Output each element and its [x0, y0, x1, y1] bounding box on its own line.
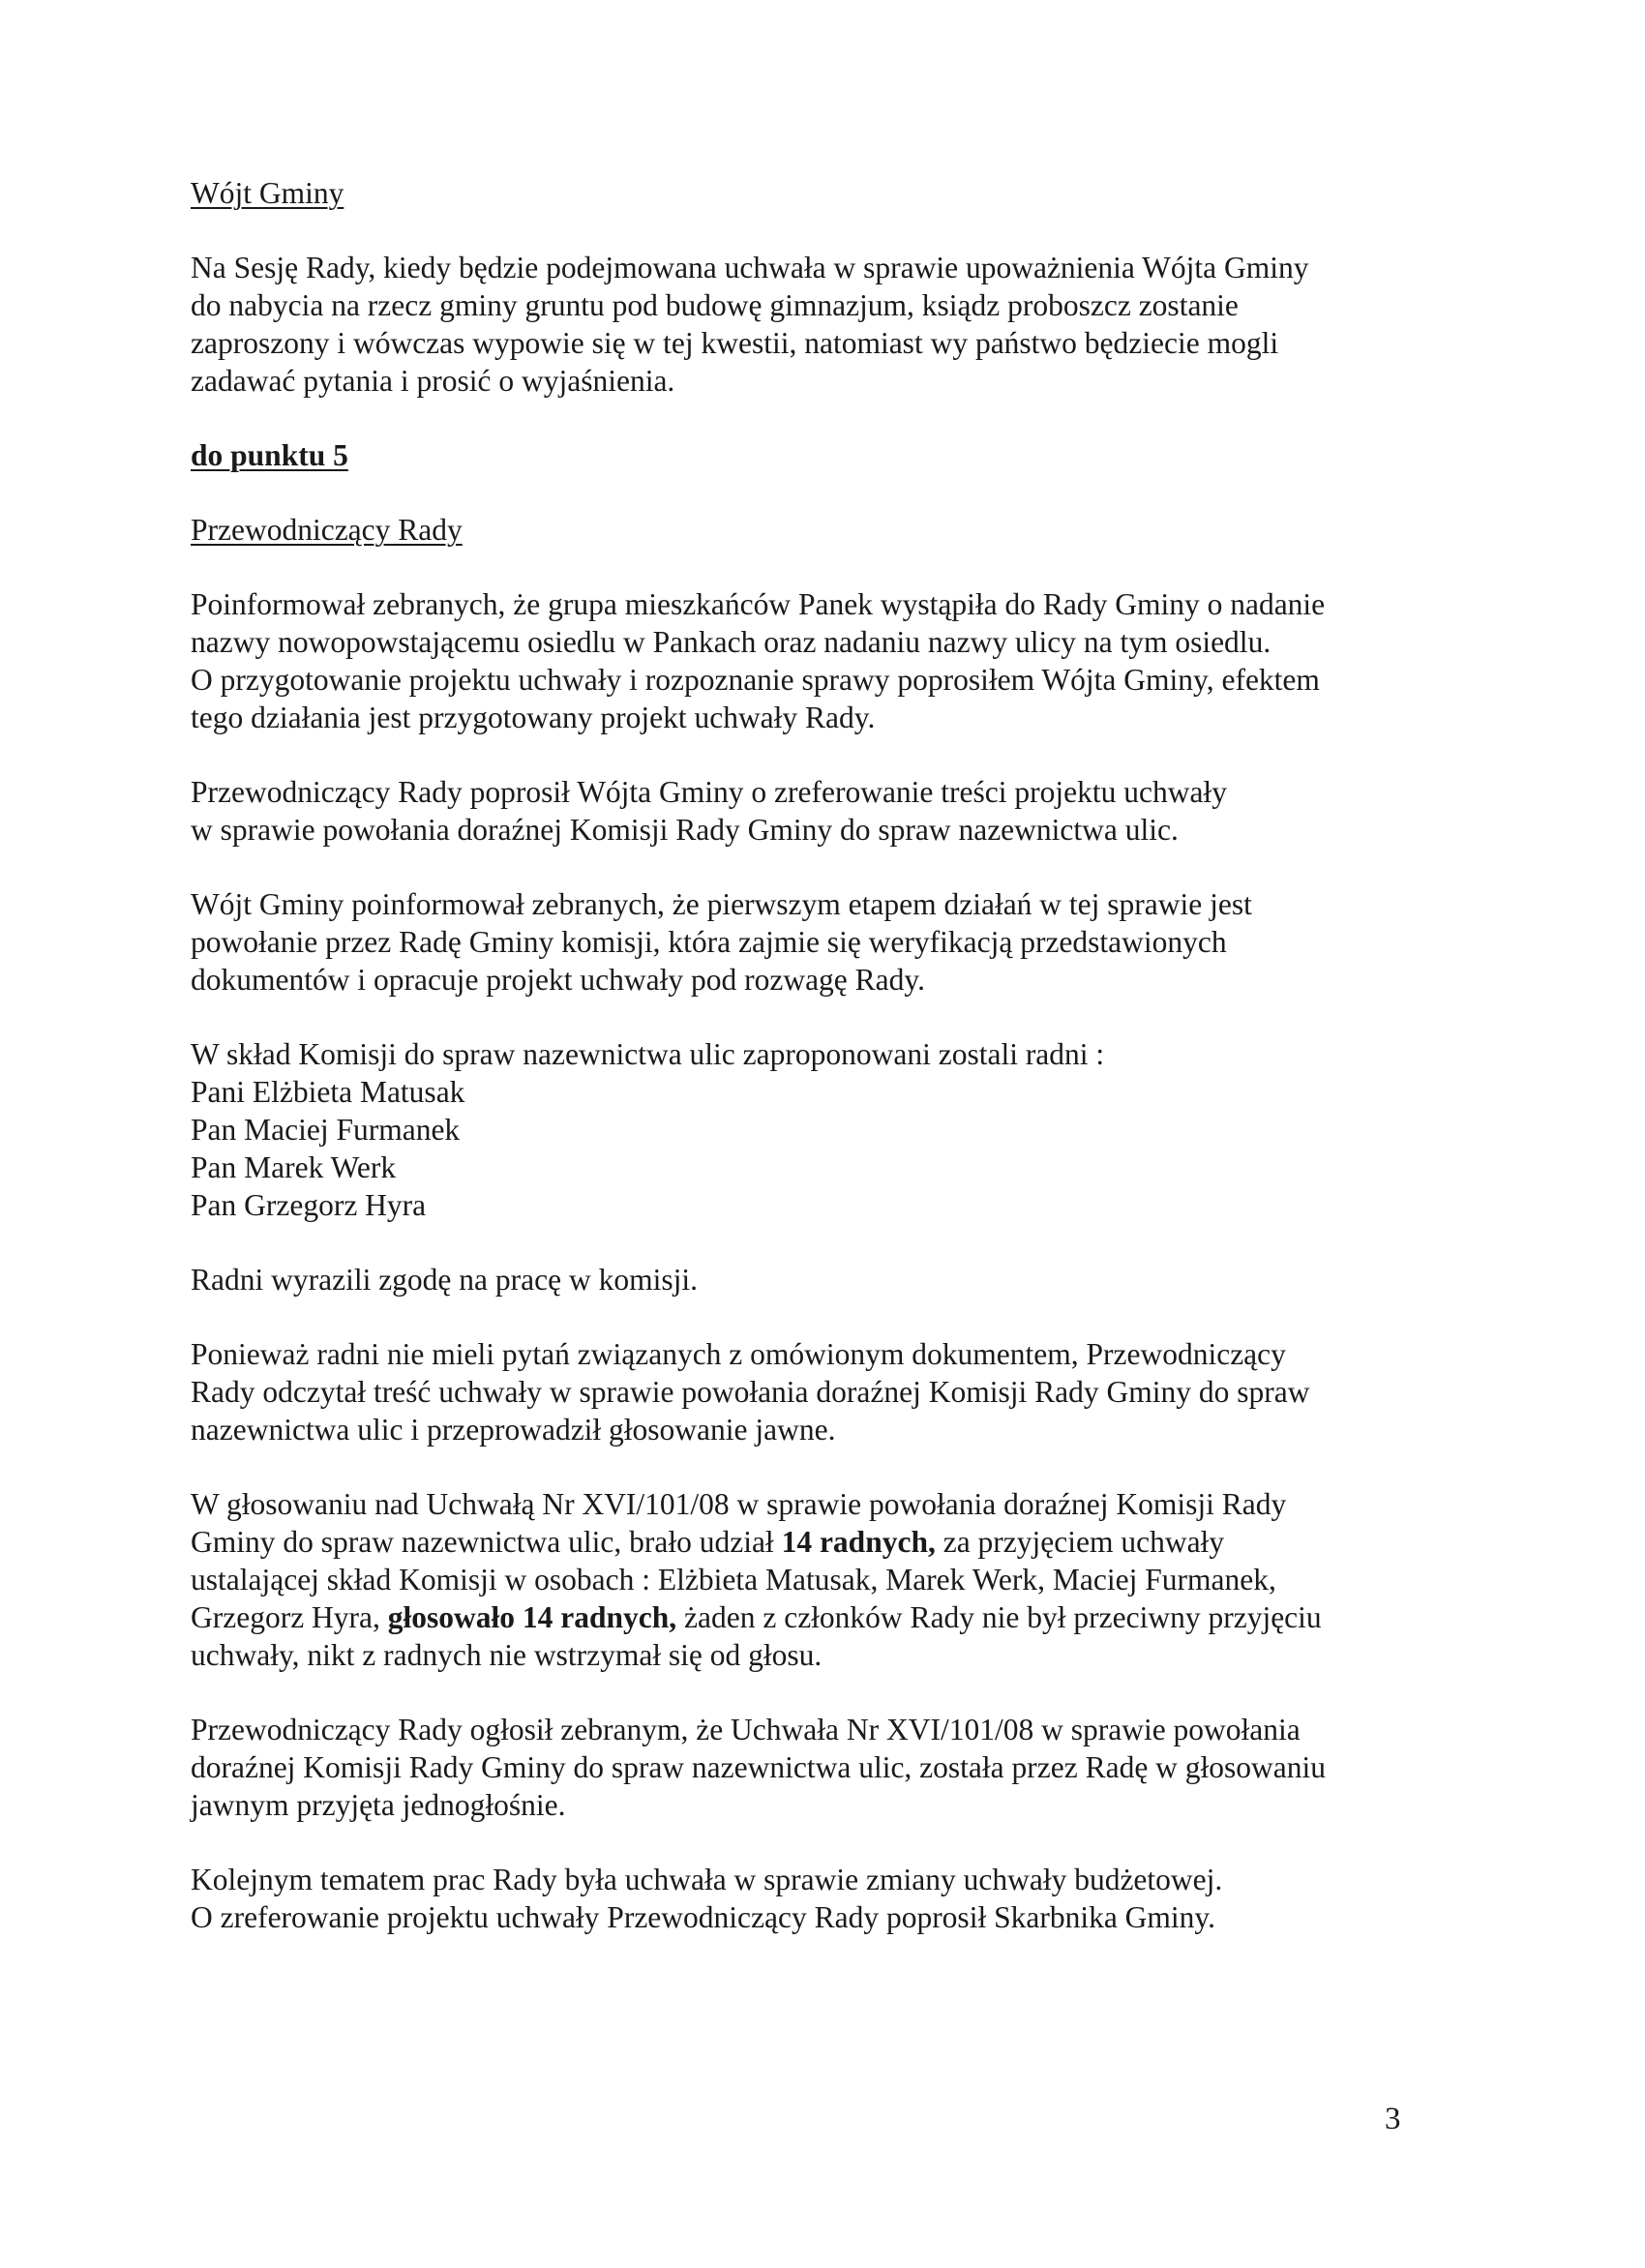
- paragraph-next-topic: [191, 1861, 1410, 1936]
- text-line: tego działania jest przygotowany projekt uchwały Rady.: [191, 701, 876, 734]
- page-number: 3: [1385, 2102, 1401, 2136]
- paragraph-commission-members: [191, 1035, 1410, 1224]
- document-body: [191, 174, 1410, 1973]
- text-line: Wójt Gminy poinformował zebranych, że pierwszym etapem działań w tej sprawie jest: [191, 887, 1252, 921]
- text-segment: Grzegorz Hyra,: [191, 1600, 388, 1634]
- text-line: O zreferowanie projektu uchwały Przewodniczący Rady poprosił Skarbnika Gminy.: [191, 1900, 1216, 1934]
- member-name: Pan Marek Werk: [191, 1150, 397, 1184]
- text-line: Ponieważ radni nie mieli pytań związanych z omówionym dokumentem, Przewodniczący: [191, 1337, 1286, 1371]
- paragraph-announcement: [191, 1711, 1410, 1824]
- speaker-label: Wójt Gminy: [191, 176, 344, 210]
- text-line: dokumentów i opracuje projekt uchwały pod rozwagę Rady.: [191, 963, 925, 997]
- text-line: Poinformował zebranych, że grupa mieszkańców Panek wystąpiła do Rady Gminy o nadanie: [191, 587, 1326, 621]
- text-line: [191, 1598, 1410, 1636]
- speaker-heading-wojt: [191, 174, 1410, 212]
- text-line: W skład Komisji do spraw nazewnictwa ulic zaproponowani zostali radni :: [191, 1037, 1105, 1071]
- paragraph-vote-conducted: [191, 1335, 1410, 1448]
- paragraph-wojt-informed: [191, 885, 1410, 999]
- text-segment: za przyjęciem uchwały: [935, 1525, 1225, 1559]
- text-line: Rady odczytał treść uchwały w sprawie powołania doraźnej Komisji Rady Gminy do spraw: [191, 1375, 1310, 1409]
- paragraph-wojt-statement: [191, 249, 1410, 400]
- text-line: nazewnictwa ulic i przeprowadził głosowanie jawne.: [191, 1413, 836, 1447]
- text-line: W głosowaniu nad Uchwałą Nr XVI/101/08 w sprawie powołania doraźnej Komisji Rady: [191, 1487, 1287, 1521]
- paragraph-consent: [191, 1261, 1410, 1298]
- section-heading: [191, 436, 1410, 474]
- text-line: Przewodniczący Rady ogłosił zebranym, że Uchwała Nr XVI/101/08 w sprawie powołania: [191, 1713, 1301, 1746]
- text-line: zaproszony i wówczas wypowie się w tej kwestii, natomiast wy państwo będziecie mogli: [191, 326, 1279, 360]
- bold-text-segment: głosowało 14 radnych,: [387, 1600, 677, 1634]
- text-segment: żaden z członków Rady nie był przeciwny przyjęciu: [676, 1600, 1322, 1634]
- text-line: uchwały, nikt z radnych nie wstrzymał się od głosu.: [191, 1638, 822, 1672]
- paragraph-vote-result: [191, 1485, 1410, 1674]
- text-line: do nabycia na rzecz gminy gruntu pod budowę gimnazjum, ksiądz proboszcz zostanie: [191, 288, 1239, 322]
- member-name: Pan Maciej Furmanek: [191, 1113, 461, 1147]
- text-line: nazwy nowopowstającemu osiedlu w Pankach oraz nadaniu nazwy ulicy na tym osiedlu.: [191, 625, 1271, 659]
- member-name: Pani Elżbieta Matusak: [191, 1075, 465, 1109]
- text-line: w sprawie powołania doraźnej Komisji Rady Gminy do spraw nazewnictwa ulic.: [191, 813, 1179, 847]
- text-line: zadawać pytania i prosić o wyjaśnienia.: [191, 364, 675, 398]
- text-line: ustalającej skład Komisji w osobach : Elżbieta Matusak, Marek Werk, Maciej Furmanek,: [191, 1563, 1276, 1597]
- text-line: powołanie przez Radę Gminy komisji, która zajmie się weryfikacją przedstawionych: [191, 925, 1227, 959]
- text-line: doraźnej Komisji Rady Gminy do spraw nazewnictwa ulic, została przez Radę w głosowaniu: [191, 1750, 1327, 1784]
- text-line: Radni wyrazili zgodę na pracę w komisji.: [191, 1263, 698, 1297]
- text-line: [191, 1523, 1410, 1561]
- member-name: Pan Grzegorz Hyra: [191, 1188, 427, 1222]
- bold-text-segment: 14 radnych,: [781, 1525, 936, 1559]
- speaker-heading-przewodniczacy: [191, 511, 1410, 549]
- speaker-label: Przewodniczący Rady: [191, 513, 463, 547]
- text-line: Na Sesję Rady, kiedy będzie podejmowana uchwała w sprawie upoważnienia Wójta Gminy: [191, 251, 1309, 284]
- text-line: Przewodniczący Rady poprosił Wójta Gminy o zreferowanie treści projektu uchwały: [191, 775, 1227, 809]
- paragraph-request-presentation: [191, 773, 1410, 849]
- section-heading-text: do punktu 5: [191, 438, 348, 472]
- text-line: O przygotowanie projektu uchwały i rozpoznanie sprawy poprosiłem Wójta Gminy, efektem: [191, 663, 1320, 697]
- text-line: jawnym przyjęta jednogłośnie.: [191, 1788, 566, 1822]
- paragraph-informed: [191, 585, 1410, 736]
- text-segment: Gminy do spraw nazewnictwa ulic, brało udział: [191, 1525, 782, 1559]
- text-line: Kolejnym tematem prac Rady była uchwała w sprawie zmiany uchwały budżetowej.: [191, 1863, 1223, 1896]
